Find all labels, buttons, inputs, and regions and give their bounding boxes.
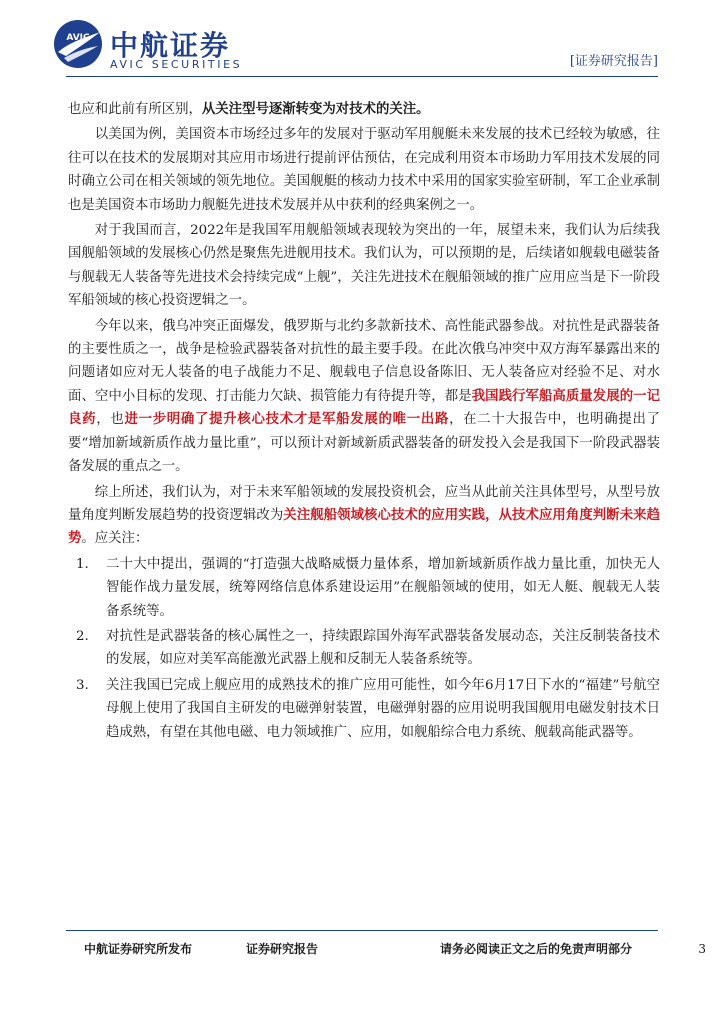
list-item-number: 2. xyxy=(76,628,89,644)
logo-english-name: AVIC SECURITIES xyxy=(110,58,243,71)
p4-highlight-2: 进一步明确了提升核心技术才是军船发展的唯一出路 xyxy=(124,411,450,428)
company-logo xyxy=(52,18,252,74)
paragraph-4 xyxy=(68,315,660,479)
list-item xyxy=(68,625,660,672)
footer-disclaimer-note: 请务必阅读正文之后的免责声明部分 xyxy=(440,942,633,956)
p1-text: 也应和此前有所区别， xyxy=(68,102,202,117)
page-header xyxy=(0,0,724,100)
list-item-number: 1. xyxy=(76,556,89,572)
header-divider xyxy=(66,76,658,77)
logo-chinese-name: 中航证券 xyxy=(110,29,231,62)
list-item xyxy=(68,553,660,623)
footer-publisher: 中航证券研究所发布 xyxy=(84,942,193,956)
report-body xyxy=(68,98,660,744)
paragraph-2: 以美国为例，美国资本市场经过多年的发展对于驱动军用舰艇未来发展的技术已经较为敏感，往往可以在技术的发展期对其应用市场进行提前评估预估，在完成利用资本市场助力军用技术发展的同时确立公司在相关领域的领先地位。美国舰艇的核动力技术中采用的国家实验室研制，军工企业承制也是美国资本市场助力舰艇先进技术发展并从中获利的经典案例之一。 xyxy=(68,127,660,213)
list-item xyxy=(68,674,660,744)
list-item-text: 关注我国已完成上舰应用的成熟技术的推广应用可能性，如今年6月17日下水的“福建”号航空母舰上使用了我国自主研发的电磁弹射装置，电磁弹射器的应用说明我国舰用电磁发射技术日趋成熟，有望在其他电磁、电力领域推广、应用，如舰船综合电力系统、舰载高能武器等。 xyxy=(106,677,660,740)
p4-text-1: 今年以来，俄乌冲突正面爆发，俄罗斯与北约多款新技术、高性能武器参战。对抗性是武器装备的主要性质之一，战争是检验武器装备对抗性的最主要手段。在此次俄乌冲突中双方海军暴露出来的问题诸如应对无人装备的电子战能力不足、舰载电子信息设备陈旧、无人装备应对经验不足、对水面、空中小目标的发现、打击能力欠缺、损管能力有待提升等，都是 xyxy=(68,318,660,404)
report-type-tag: [证券研究报告] xyxy=(569,54,658,69)
list-item-number: 3. xyxy=(76,677,89,693)
list-item-text: 对抗性是武器装备的核心属性之一，持续跟踪国外海军武器装备发展动态，关注反制装备技术的发展，如应对美军高能激光武器上舰和反制无人装备系统等。 xyxy=(106,628,660,668)
svg-text:AVIC: AVIC xyxy=(66,33,90,43)
p5-text-2: 。应关注： xyxy=(81,531,149,547)
p4-highlight-1: 我国践行军船高质量发展的一记良药 xyxy=(68,387,661,428)
p5-text-1: 综上所述，我们认为，对于未来军船领域的发展投资机会，应当从此前关注具体型号，从型号放量角度判断发展趋势的投资逻辑改为 xyxy=(68,484,660,523)
list-item-text: 二十大中提出，强调的“打造强大战略威慑力量体系，增加新域新质作战力量比重，加快无人智能作战力量发展，统筹网络信息体系建设运用”在舰船领域的使用，如无人艇、舰载无人装备系统等。 xyxy=(106,556,660,619)
page-number: 3 xyxy=(698,942,706,956)
footer-divider xyxy=(66,930,658,931)
paragraph-5 xyxy=(68,481,660,551)
paragraph-1 xyxy=(68,98,660,121)
p4-text-2: ，也 xyxy=(96,412,125,428)
p1-bold-text: 从关注型号逐渐转变为对技术的关注。 xyxy=(201,101,430,117)
focus-list xyxy=(68,553,660,744)
p5-highlight: 关注舰船领域核心技术的应用实践，从技术应用角度判断未来趋势 xyxy=(68,506,660,547)
paragraph-3: 对于我国而言，2022年是我国军用舰船领域表现较为突出的一年，展望未来，我们认为后续我国舰船领域的发展核心仍然是聚焦先进舰用技术。我们认为，可以预期的是，后续诸如舰载电磁装备与舰载无人装备等先进技术会持续完成“上舰”，关注先进技术在舰船领域的推广应用应当是下一阶段军船领域的核心投资逻辑之一。 xyxy=(68,223,660,309)
p4-text-3: ，在二十大报告中，也明确提出了要“增加新域新质作战力量比重”，可以预计对新域新质武器装备的研发投入会是我国下一阶段武器装备发展的重点之一。 xyxy=(68,412,661,475)
footer-report-type: 证券研究报告 xyxy=(246,942,319,956)
avic-wing-logo-icon xyxy=(52,18,104,70)
